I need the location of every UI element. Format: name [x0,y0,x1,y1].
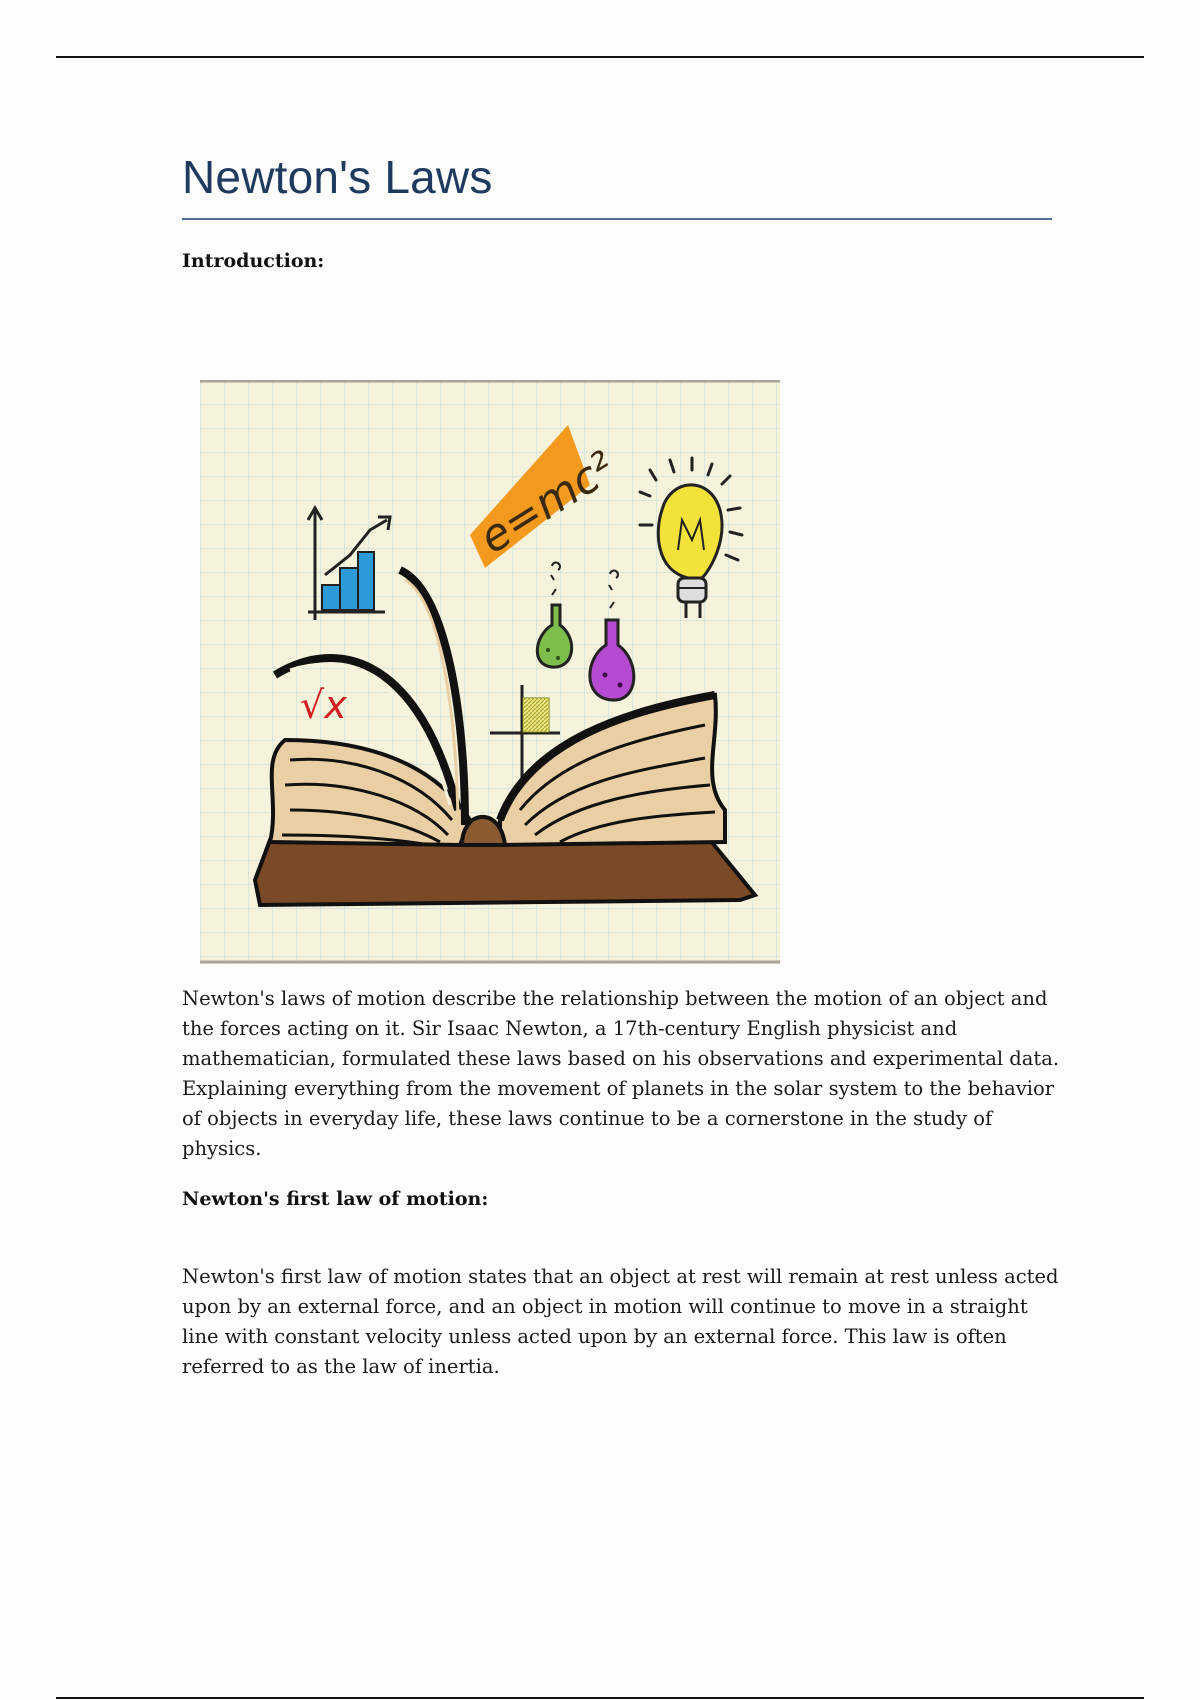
svg-text:e=mc²: e=mc² [470,441,624,564]
page-top-rule [56,56,1144,58]
introduction-heading: Introduction: [182,250,325,272]
title-underline [182,218,1052,220]
root-sign-doodle: √x [300,683,347,727]
first-law-paragraph: Newton's first law of motion states that an object at rest will remain at rest unless acted upon by an external force, and an object in motion will continue to move in a straight line with constant velocity unless acted upon by an external force. This law is often referred to as the law of inertia. [182,1265,1059,1378]
first-law-heading: Newton's first law of motion: [182,1188,489,1210]
page-bottom-rule [56,1697,1144,1699]
science-book-illustration [200,380,780,964]
introduction-paragraph: Newton's laws of motion describe the relationship between the motion of an object and the forces acting on it. Sir Isaac Newton, a 17th-century English physicist and mathematician, formulated these laws based on his observations and experimental data. Explaining everything from the movement of planets in the solar system to the behavior of objects in everyday life, these laws continue to be a cornerstone in the study of physics. [182,987,1060,1160]
page-title: Newton's Laws [182,151,493,203]
